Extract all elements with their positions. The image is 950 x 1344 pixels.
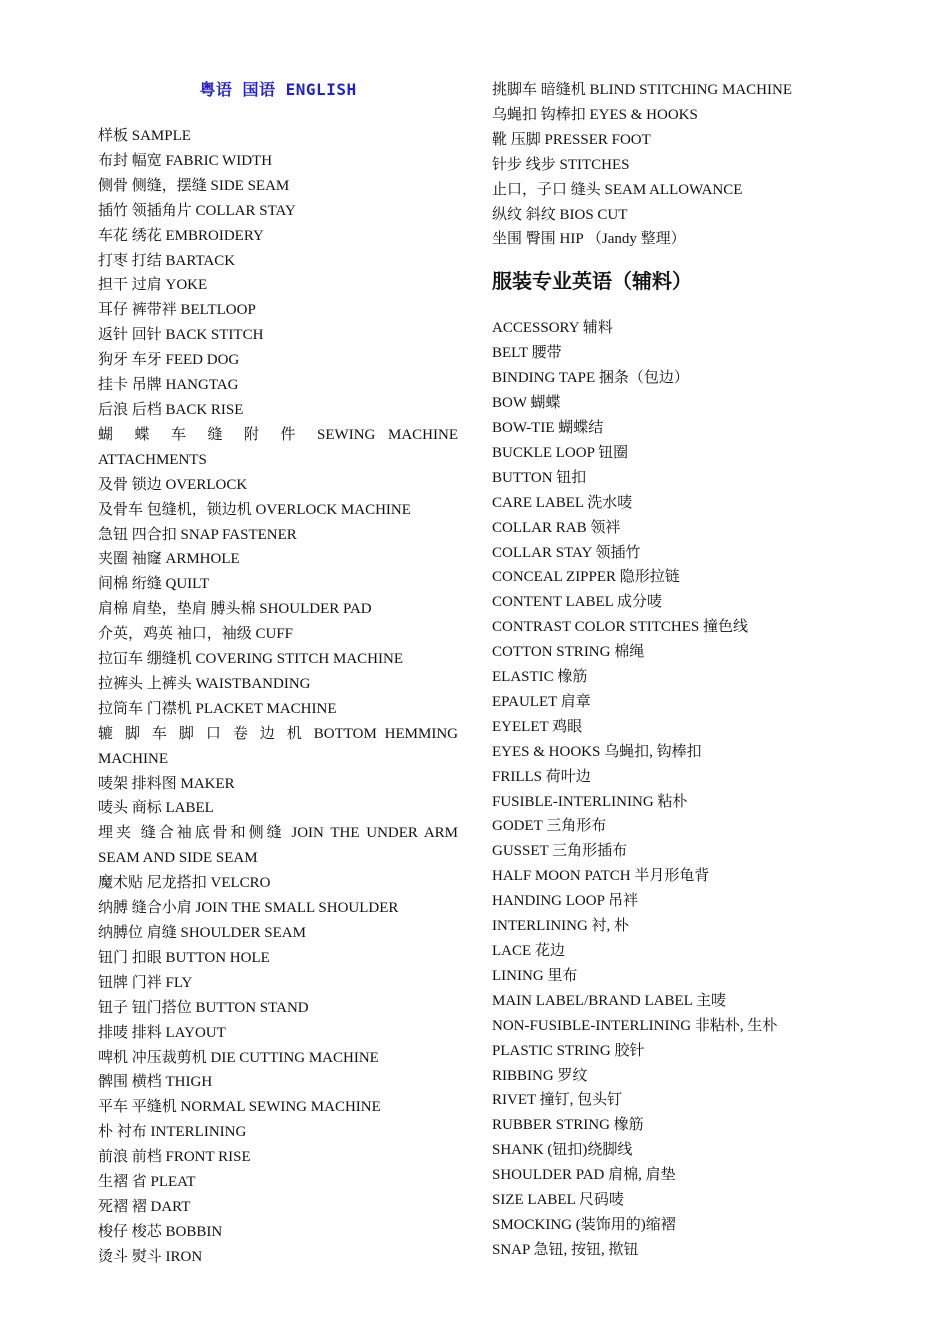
glossary-entry: BUCKLE LOOP 钮圈 bbox=[492, 444, 629, 461]
glossary-entry: MACHINE bbox=[98, 750, 168, 767]
glossary-entry: 生褶 省 PLEAT bbox=[98, 1174, 196, 1191]
glossary-entry: ATTACHMENTS bbox=[98, 451, 207, 468]
glossary-entry: 髀围 横档 THIGH bbox=[98, 1074, 213, 1091]
glossary-entry: SNAP 急钮, 按钮, 揿钮 bbox=[492, 1241, 639, 1258]
glossary-entry: HALF MOON PATCH 半月形龟背 bbox=[492, 868, 710, 885]
glossary-entry: 插竹 领插角片 COLLAR STAY bbox=[98, 202, 296, 219]
glossary-entry: 唛头 商标 LABEL bbox=[98, 800, 214, 817]
glossary-entry: 布封 幅宽 FABRIC WIDTH bbox=[98, 152, 273, 169]
glossary-entry: ACCESSORY 辅料 bbox=[492, 320, 613, 337]
glossary-entry: BOW 蝴蝶 bbox=[492, 395, 561, 412]
glossary-entry: 介英，鸡英 袖口，袖级 CUFF bbox=[98, 626, 294, 643]
glossary-entry: CONTENT LABEL 成分唛 bbox=[492, 594, 662, 611]
glossary-entry: CONCEAL ZIPPER 隐形拉链 bbox=[492, 569, 680, 586]
glossary-entry: 担干 过肩 YOKE bbox=[98, 277, 208, 294]
glossary-entry: 狗牙 车牙 FEED DOG bbox=[98, 352, 240, 369]
glossary-entry: 返针 回针 BACK STITCH bbox=[98, 327, 264, 344]
glossary-entry: 车花 绣花 EMBROIDERY bbox=[98, 227, 264, 244]
glossary-entry: 纳膊位 肩缝 SHOULDER SEAM bbox=[98, 925, 306, 941]
glossary-entry: 魔术贴 尼龙搭扣 VELCRO bbox=[98, 875, 271, 892]
glossary-entry: EYES & HOOKS 乌蝇扣, 钩棒扣 bbox=[492, 743, 702, 760]
glossary-entry: 死褶 褶 DART bbox=[98, 1198, 191, 1215]
accessory-list bbox=[492, 316, 872, 1262]
glossary-entry: LACE 花边 bbox=[492, 943, 565, 959]
glossary-entry: 排唛 排料 LAYOUT bbox=[98, 1024, 226, 1041]
glossary-entry: COTTON STRING 棉绳 bbox=[492, 644, 645, 661]
glossary-entry: 挂卡 吊牌 HANGTAG bbox=[98, 377, 239, 394]
glossary-entry: 坐围 臀围 HIP （Jandy 整理） bbox=[492, 231, 686, 248]
glossary-entry: 钮牌 门袢 FLY bbox=[98, 974, 193, 991]
glossary-entry: 前浪 前档 FRONT RISE bbox=[98, 1149, 251, 1166]
glossary-entry: 耳仔 裤带袢 BELTLOOP bbox=[98, 302, 256, 319]
glossary-list-right-top bbox=[492, 78, 872, 252]
glossary-entry: PLASTIC STRING 胶针 bbox=[492, 1042, 645, 1059]
glossary-entry: 啤机 冲压裁剪机 DIE CUTTING MACHINE bbox=[98, 1049, 379, 1066]
glossary-entry: ELASTIC 橡筋 bbox=[492, 669, 588, 686]
right-column bbox=[492, 78, 872, 1263]
glossary-entry: CARE LABEL 洗水唛 bbox=[492, 494, 633, 511]
glossary-entry: 夹圈 袖窿 ARMHOLE bbox=[98, 551, 240, 568]
glossary-entry: 梭仔 梭芯 BOBBIN bbox=[98, 1223, 223, 1240]
glossary-entry: 乌蝇扣 钩棒扣 EYES & HOOKS bbox=[492, 106, 698, 123]
glossary-entry: MAIN LABEL/BRAND LABEL 主唛 bbox=[492, 992, 727, 1009]
glossary-entry: COLLAR STAY 领插竹 bbox=[492, 544, 641, 561]
section-title: 服装专业英语（辅料） bbox=[492, 271, 692, 294]
glossary-entry: 肩棉 肩垫，垫肩 膊头棉 SHOULDER PAD bbox=[98, 601, 372, 618]
glossary-entry: FRILLS 荷叶边 bbox=[492, 768, 591, 785]
glossary-entry: SEAM AND SIDE SEAM bbox=[98, 850, 258, 867]
glossary-entry: 唛架 排料图 MAKER bbox=[98, 775, 235, 792]
glossary-entry: 纵纹 斜纹 BIOS CUT bbox=[492, 206, 628, 223]
glossary-entry: 埋夹 缝合袖底骨和侧缝 JOIN THE UNDER ARM bbox=[98, 825, 458, 842]
glossary-entry: 纳膊 缝合小肩 JOIN THE SMALL SHOULDER bbox=[98, 900, 399, 917]
left-column bbox=[98, 78, 458, 1270]
glossary-entry: 拉裤头 上裤头 WAISTBANDING bbox=[98, 675, 311, 692]
glossary-entry: BOW-TIE 蝴蝶结 bbox=[492, 419, 604, 436]
glossary-entry: SHANK (钮扣)绕脚线 bbox=[492, 1142, 633, 1159]
glossary-entry: GUSSET 三角形插布 bbox=[492, 843, 628, 860]
glossary-entry: 蝴 蝶 车 缝 附 件 SEWING MACHINE bbox=[98, 426, 458, 443]
glossary-entry: 打枣 打结 BARTACK bbox=[98, 252, 236, 269]
glossary-entry: RIVET 撞钉, 包头钉 bbox=[492, 1092, 623, 1109]
glossary-entry: 烫斗 熨斗 IRON bbox=[98, 1248, 203, 1265]
glossary-list-left bbox=[98, 124, 458, 1270]
glossary-entry: COLLAR RAB 领袢 bbox=[492, 519, 621, 536]
glossary-entry: CONTRAST COLOR STITCHES 撞色线 bbox=[492, 619, 748, 636]
glossary-entry: 钮子 钮门搭位 BUTTON STAND bbox=[98, 999, 309, 1016]
glossary-entry: RUBBER STRING 橡筋 bbox=[492, 1117, 644, 1134]
glossary-entry: 后浪 后档 BACK RISE bbox=[98, 401, 244, 418]
glossary-entry: BUTTON 钮扣 bbox=[492, 469, 587, 486]
glossary-entry: EPAULET 肩章 bbox=[492, 693, 591, 710]
glossary-entry: 及骨 锁边 OVERLOCK bbox=[98, 476, 248, 493]
glossary-entry: NON-FUSIBLE-INTERLINING 非粘朴, 生朴 bbox=[492, 1017, 778, 1034]
glossary-entry: LINING 里布 bbox=[492, 967, 578, 984]
glossary-entry: 靴 压脚 PRESSER FOOT bbox=[492, 131, 651, 148]
glossary-entry: 针步 线步 STITCHES bbox=[492, 156, 630, 173]
glossary-entry: HANDING LOOP 吊袢 bbox=[492, 893, 639, 910]
glossary-entry: 钮门 扣眼 BUTTON HOLE bbox=[98, 949, 270, 966]
glossary-entry: 及骨车 包缝机，锁边机 OVERLOCK MACHINE bbox=[98, 501, 411, 518]
column-header: 粤语 国语 ENGLISH bbox=[199, 80, 357, 99]
glossary-entry: 拉冚车 绷缝机 COVERING STITCH MACHINE bbox=[98, 651, 403, 668]
glossary-entry: FUSIBLE-INTERLINING 粘朴 bbox=[492, 793, 688, 810]
glossary-entry: SMOCKING (装饰用的)缩褶 bbox=[492, 1216, 676, 1233]
glossary-entry: GODET 三角形布 bbox=[492, 818, 607, 835]
glossary-entry: BINDING TAPE 捆条（包边） bbox=[492, 370, 689, 387]
glossary-entry: 样板 SAMPLE bbox=[98, 128, 191, 144]
glossary-entry: SIZE LABEL 尺码唛 bbox=[492, 1192, 624, 1209]
glossary-entry: EYELET 鸡眼 bbox=[492, 718, 583, 735]
glossary-entry: RIBBING 罗纹 bbox=[492, 1067, 588, 1084]
glossary-entry: 挑脚车 暗缝机 BLIND STITCHING MACHINE bbox=[492, 82, 792, 98]
glossary-entry: 辘 脚 车 脚 口 卷 边 机 BOTTOM HEMMING bbox=[98, 725, 458, 742]
glossary-entry: INTERLINING 衬, 朴 bbox=[492, 918, 630, 935]
glossary-entry: SHOULDER PAD 肩棉, 肩垫 bbox=[492, 1167, 676, 1184]
glossary-entry: 拉筒车 门襟机 PLACKET MACHINE bbox=[98, 700, 337, 717]
glossary-entry: 止口，子口 缝头 SEAM ALLOWANCE bbox=[492, 181, 743, 198]
glossary-entry: 侧骨 侧缝，摆缝 SIDE SEAM bbox=[98, 177, 290, 194]
glossary-entry: BELT 腰带 bbox=[492, 345, 562, 362]
glossary-entry: 平车 平缝机 NORMAL SEWING MACHINE bbox=[98, 1099, 381, 1116]
glossary-entry: 急钮 四合扣 SNAP FASTENER bbox=[98, 526, 297, 543]
glossary-entry: 间棉 绗缝 QUILT bbox=[98, 576, 210, 593]
glossary-entry: 朴 衬布 INTERLINING bbox=[98, 1124, 247, 1141]
